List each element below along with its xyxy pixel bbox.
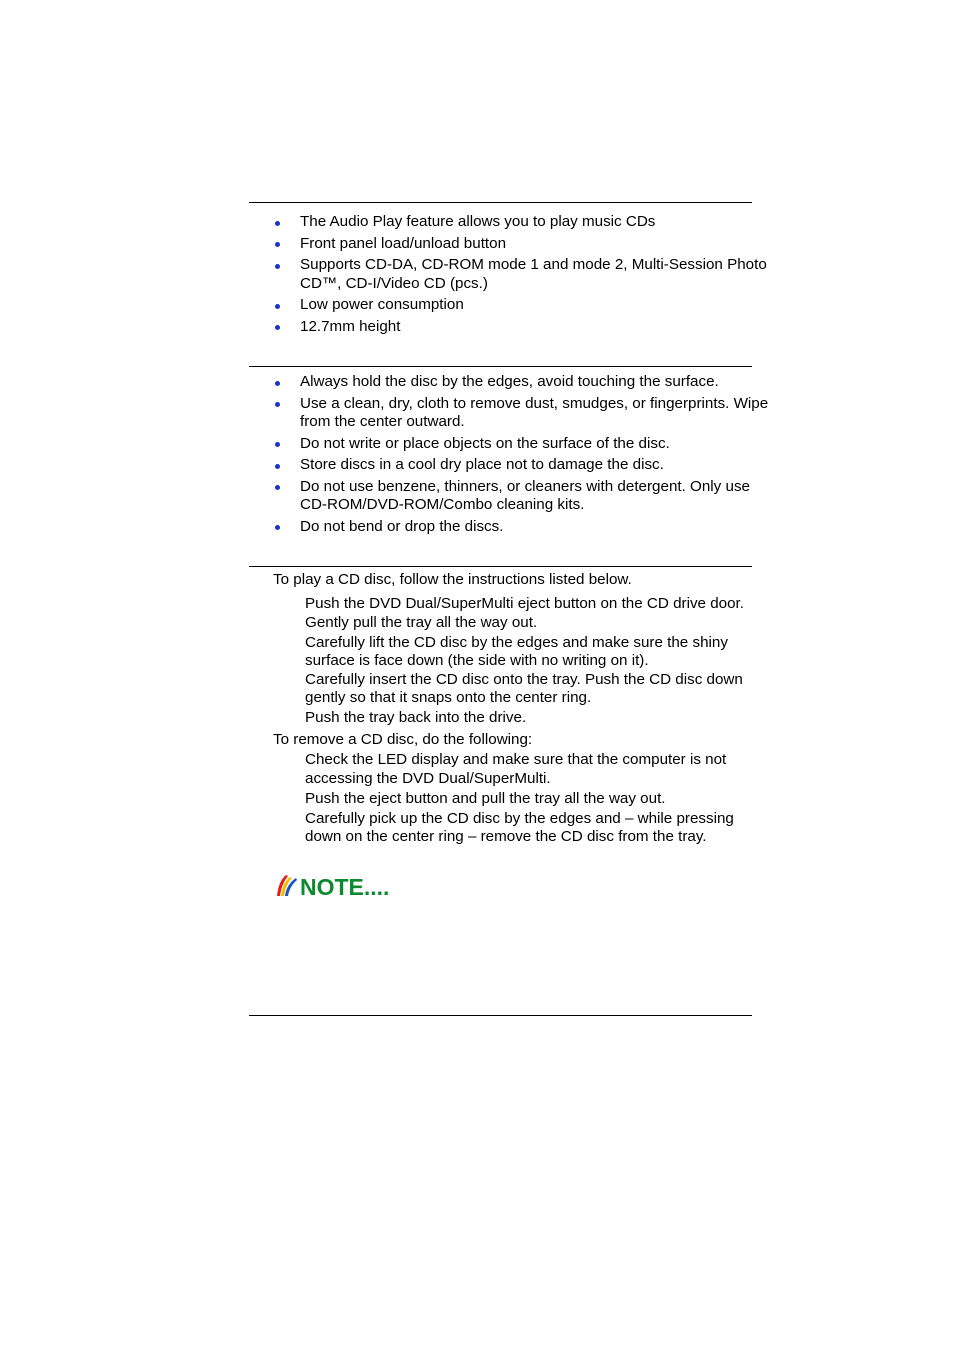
step-item: Push the eject button and pull the tray all the way out. bbox=[305, 789, 666, 807]
list-item bbox=[249, 395, 769, 432]
list-item bbox=[249, 478, 769, 515]
bullet-icon bbox=[275, 325, 280, 330]
list-item bbox=[249, 456, 769, 475]
list-item-text: Supports CD-DA, CD-ROM mode 1 and mode 2, Multi-Session Photo CD™, CD-I/Video CD (pcs.) bbox=[300, 256, 767, 292]
footer-rule bbox=[249, 1015, 752, 1016]
bullet-icon bbox=[275, 485, 280, 490]
play-steps bbox=[305, 595, 755, 729]
list-item bbox=[249, 373, 769, 392]
list-item-text: Do not write or place objects on the surface of the disc. bbox=[300, 434, 670, 452]
bullet-icon bbox=[275, 264, 280, 269]
remove-intro: To remove a CD disc, do the following: bbox=[273, 731, 533, 748]
care-list bbox=[249, 373, 769, 539]
bullet-icon bbox=[275, 304, 280, 309]
bullet-icon bbox=[275, 381, 280, 386]
list-item-text: Front panel load/unload button bbox=[300, 234, 507, 252]
list-item-text: 12.7mm height bbox=[300, 317, 401, 335]
list-item bbox=[249, 235, 769, 254]
bullet-icon bbox=[275, 525, 280, 530]
list-item-text: Always hold the disc by the edges, avoid touching the surface. bbox=[300, 373, 719, 390]
list-item bbox=[249, 256, 769, 293]
section-rule-features bbox=[249, 202, 752, 203]
list-item bbox=[249, 435, 769, 454]
note-logo-icon bbox=[275, 872, 415, 900]
bullet-icon bbox=[275, 442, 280, 447]
list-item bbox=[249, 518, 769, 537]
bullet-icon bbox=[275, 242, 280, 247]
step-item: Push the tray back into the drive. bbox=[305, 709, 527, 726]
play-intro: To play a CD disc, follow the instructions listed below. bbox=[273, 571, 632, 588]
step-item: Push the DVD Dual/SuperMulti eject button on the CD drive door. Gently pull the tray all the way out. bbox=[305, 595, 744, 631]
bullet-icon bbox=[275, 221, 280, 226]
remove-steps bbox=[305, 751, 755, 848]
step-item: Carefully lift the CD disc by the edges and make sure the shiny surface is face down (the side with no writing on it). bbox=[305, 633, 728, 669]
list-item-text: Do not use benzene, thinners, or cleaners with detergent. Only use CD-ROM/DVD-ROM/Combo cleaning kits. bbox=[300, 477, 750, 513]
bullet-icon bbox=[275, 402, 280, 407]
step-item: Carefully insert the CD disc onto the tray. Push the CD disc down gently so that it snaps onto the center ring. bbox=[305, 670, 743, 706]
features-list bbox=[249, 213, 769, 339]
step-item: Carefully pick up the CD disc by the edges and – while pressing down on the center ring – remove the CD disc from the tray. bbox=[305, 809, 734, 845]
section-rule-care bbox=[249, 366, 752, 367]
bullet-icon bbox=[275, 464, 280, 469]
list-item-text: Do not bend or drop the discs. bbox=[300, 517, 504, 535]
list-item bbox=[249, 318, 769, 337]
note-logo-text: NOTE.... bbox=[300, 874, 390, 900]
list-item-text: Store discs in a cool dry place not to damage the disc. bbox=[300, 456, 664, 473]
step-item: Check the LED display and make sure that the computer is not accessing the DVD Dual/SuperMulti. bbox=[305, 751, 727, 787]
list-item bbox=[249, 213, 769, 232]
section-rule-usage bbox=[249, 566, 752, 567]
list-item bbox=[249, 296, 769, 315]
list-item-text: Low power consumption bbox=[300, 296, 464, 313]
list-item-text: The Audio Play feature allows you to play music CDs bbox=[300, 213, 656, 230]
list-item-text: Use a clean, dry, cloth to remove dust, smudges, or fingerprints. Wipe from the center outward. bbox=[300, 394, 769, 430]
